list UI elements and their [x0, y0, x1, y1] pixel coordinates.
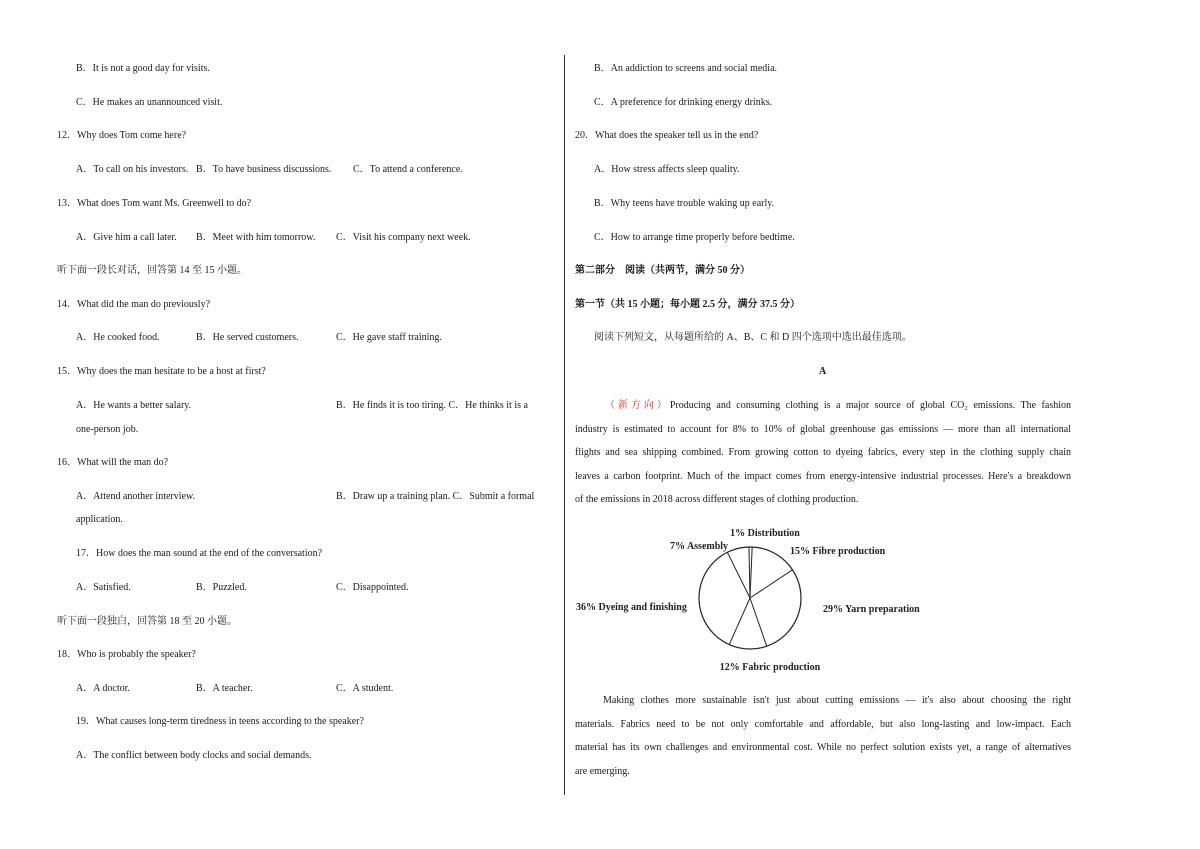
para2-line-4: are emerging.	[575, 765, 630, 777]
section-heading-14-15: 听下面一段长对话，回答第 14 至 15 小题。	[57, 265, 247, 276]
q16-option-bc: B．Draw up a training plan. C．Submit a formal	[336, 491, 535, 502]
passage-letter: A	[819, 366, 827, 377]
q19-option-c: C．A preference for drinking energy drinks.	[594, 97, 773, 108]
q16-stem: 16．What will the man do?	[57, 457, 169, 468]
q17-option-b: B．Puzzled.	[196, 582, 247, 593]
part-two-heading: 第二部分 阅读（共两节，满分 50 分）	[575, 265, 750, 276]
passage-source-tag: （新方向）	[605, 400, 670, 411]
q14-option-a: A．He cooked food.	[76, 332, 160, 343]
q15-option-bc: B．He finds it is too tiring. C．He thinks it is a	[336, 400, 528, 411]
q11-option-c: C．He makes an unannounced visit.	[76, 97, 223, 108]
para1-line-3: flights and sea shipping combined. From growing cotton to dyeing fabrics, every step in the clothing supply chain	[575, 447, 1071, 458]
para2-line-3: material has its own challenges and environmental cost. While no perfect solution exists yet, a range of alternatives	[575, 742, 1071, 753]
pie-label-dyeing-and-finishing: 36% Dyeing and finishing	[576, 602, 687, 613]
pie-label-yarn-preparation: 29% Yarn preparation	[823, 604, 920, 615]
passage-paragraph-1	[575, 394, 1071, 512]
q14-stem: 14．What did the man do previously?	[57, 299, 211, 310]
q18-option-c: C．A student.	[336, 683, 394, 694]
q19-option-a: A．The conflict between body clocks and social demands.	[76, 750, 312, 761]
passage-paragraph-2	[575, 689, 1071, 783]
para1-line-2: industry is estimated to account for 8% to 10% of global greenhouse gas emissions — more than all international	[575, 423, 1071, 435]
para1-line-1: Producing and consuming clothing is a major source of global CO₂ emissions. The fashion	[669, 400, 1071, 411]
q18-option-b: B．A teacher.	[196, 683, 253, 694]
para1-line-4: leaves a carbon footprint. Much of the impact comes from energy-intensive industrial processes. Here's a breakdown	[575, 470, 1071, 482]
section-one-heading: 第一节（共 15 小题；每小题 2.5 分，满分 37.5 分）	[575, 299, 800, 310]
q15-stem: 15．Why does the man hesitate to be a host at first?	[57, 366, 266, 377]
q19-option-b: B．An addiction to screens and social media.	[594, 63, 778, 74]
q15-option-c-cont: one-person job.	[76, 424, 139, 435]
q14-option-c: C．He gave staff training.	[336, 332, 442, 343]
q12-stem: 12．Why does Tom come here?	[57, 130, 187, 141]
pie-slice-assembly	[727, 552, 750, 598]
q12-option-b: B．To have business discussions.	[196, 164, 332, 175]
pie-label-fibre-production: 15% Fibre production	[790, 546, 886, 557]
reading-instruction: 阅读下列短文，从每题所给的 A、B、C 和 D 四个选项中选出最佳选项。	[594, 332, 912, 343]
q18-option-a: A．A doctor.	[76, 683, 130, 694]
q18-stem: 18．Who is probably the speaker?	[57, 649, 196, 660]
q17-option-c: C．Disappointed.	[336, 582, 409, 593]
q11-option-b: B．It is not a good day for visits.	[76, 63, 210, 74]
q13-option-b: B．Meet with him tomorrow.	[196, 232, 316, 243]
para2-line-2: materials. Fabrics need to be not only comfortable and affordable, but also long-lasting and low-impact. Each	[575, 718, 1071, 730]
para1-line-5: of the emissions in 2018 across different stages of clothing production.	[575, 494, 859, 505]
column-divider	[564, 55, 565, 795]
q16-option-c-cont: application.	[76, 514, 123, 525]
pie-slice-dyeing-and-finishing	[729, 598, 750, 645]
para2-line-1: Making clothes more sustainable isn't just about cutting emissions — it's also about choosing the right	[603, 695, 1071, 706]
emissions-pie-chart	[570, 522, 930, 677]
q15-option-a: A．He wants a better salary.	[76, 400, 192, 411]
q12-option-a: A．To call on his investors.	[76, 164, 189, 175]
q20-option-b: B．Why teens have trouble waking up early.	[594, 198, 775, 209]
pie-slice-yarn-preparation	[750, 570, 793, 598]
pie-label-fabric-production: 12% Fabric production	[719, 662, 821, 673]
q13-option-c: C．Visit his company next week.	[336, 232, 471, 243]
q17-stem: 17．How does the man sound at the end of the conversation?	[76, 548, 323, 559]
pie-label-assembly: 7% Assembly	[670, 541, 729, 552]
pie-slice-fabric-production	[750, 598, 767, 646]
pie-label-distribution: 1% Distribution	[730, 528, 800, 539]
q20-option-c: C．How to arrange time properly before bedtime.	[594, 232, 795, 243]
q13-stem: 13．What does Tom want Ms. Greenwell to do?	[57, 198, 252, 209]
pie-slice-fibre-production	[750, 547, 752, 598]
q13-option-a: A．Give him a call later.	[76, 232, 177, 243]
q14-option-b: B．He served customers.	[196, 332, 299, 343]
q16-option-a: A．Attend another interview.	[76, 491, 196, 502]
section-heading-18-20: 听下面一段独白，回答第 18 至 20 小题。	[57, 616, 237, 627]
q12-option-c: C．To attend a conference.	[353, 164, 463, 175]
q19-stem: 19．What causes long-term tiredness in teens according to the speaker?	[76, 716, 364, 727]
q20-stem: 20．What does the speaker tell us in the end?	[575, 130, 759, 141]
q20-option-a: A．How stress affects sleep quality.	[594, 164, 740, 175]
q17-option-a: A．Satisfied.	[76, 582, 131, 593]
